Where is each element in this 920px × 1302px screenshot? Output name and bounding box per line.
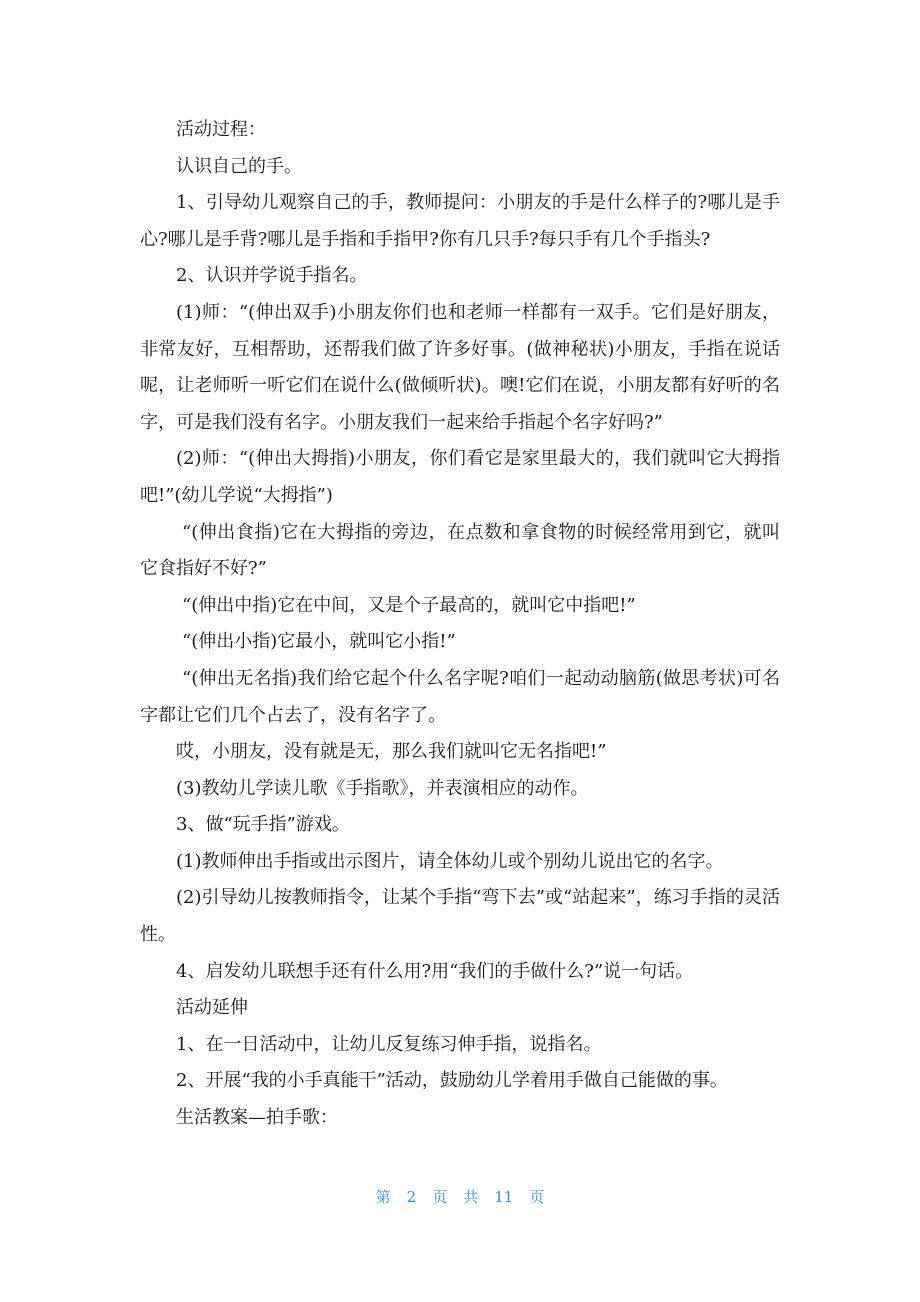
- page-footer: [0, 1186, 920, 1207]
- footer-gong: 共: [463, 1188, 479, 1206]
- paragraph: “(伸出中指)它在中间，又是个子最高的，就叫它中指吧!”: [182, 594, 636, 616]
- footer-ye2: 页: [529, 1188, 545, 1206]
- page-number: 2: [406, 1188, 417, 1206]
- paragraph: “(伸出无名指)我们给它起个什么名字呢?咱们一起动动脑筋(做思考状)可名字都让它们几个占去了，没有名字了。: [140, 667, 780, 726]
- paragraph: 活动过程：: [176, 119, 266, 140]
- paragraph: 3、做“玩手指”游戏。: [176, 814, 350, 836]
- document-body: [140, 112, 780, 1137]
- paragraph: 哎，小朋友，没有就是无，那么我们就叫它无名指吧!”: [176, 741, 607, 763]
- footer-ye: 页: [432, 1188, 448, 1206]
- paragraph: 认识自己的手。: [176, 155, 302, 177]
- paragraph: 4、启发幼儿联想手还有什么用?用“我们的手做什么?”说一句话。: [176, 960, 694, 982]
- paragraph: (1)师：“(伸出双手)小朋友你们也和老师一样都有一双手。它们是好朋友，非常友好，互相帮助，还帮我们做了许多好事。(做神秘状)小朋友，手指在说话呢，让老师听一听它们在说什么(做倾听状)。噢!它们在说，小朋友都有好听的名字，可是我们没有名字。小朋友我们一起来给手指起个名字好吗?”: [140, 301, 780, 433]
- paragraph: “(伸出食指)它在大拇指的旁边，在点数和拿食物的时候经常用到它，就叫它食指好不好?”: [140, 521, 780, 580]
- paragraph: 2、认识并学说手指名。: [176, 265, 368, 287]
- section-heading: 生活教案—拍手歌：: [176, 1107, 338, 1129]
- paragraph: (2)引导幼儿按教师指令，让某个手指“弯下去”或“站起来”，练习手指的灵活性。: [140, 887, 780, 946]
- total-pages: 11: [494, 1188, 514, 1206]
- paragraph: “(伸出小指)它最小，就叫它小指!”: [182, 631, 456, 653]
- section-heading: 活动延伸: [176, 997, 248, 1019]
- paragraph: (1)教师伸出手指或出示图片，请全体幼儿或个别幼儿说出它的名字。: [176, 850, 724, 872]
- footer-di: 第: [375, 1188, 391, 1206]
- paragraph: 1、在一日活动中，让幼儿反复练习伸手指，说指名。: [176, 1033, 602, 1055]
- paragraph: 2、开展“我的小手真能干”活动，鼓励幼儿学着用手做自己能做的事。: [176, 1070, 728, 1092]
- paragraph: 1、引导幼儿观察自己的手，教师提问：小朋友的手是什么样子的?哪儿是手心?哪儿是手背?哪儿是手指和手指甲?你有几只手?每只手有几个手指头?: [140, 192, 780, 250]
- paragraph: (3)教幼儿学读儿歌《手指歌》，并表演相应的动作。: [176, 777, 589, 799]
- paragraph: (2)师：“(伸出大拇指)小朋友，你们看它是家里最大的，我们就叫它大拇指吧!”(幼儿学说“大拇指”): [140, 448, 780, 506]
